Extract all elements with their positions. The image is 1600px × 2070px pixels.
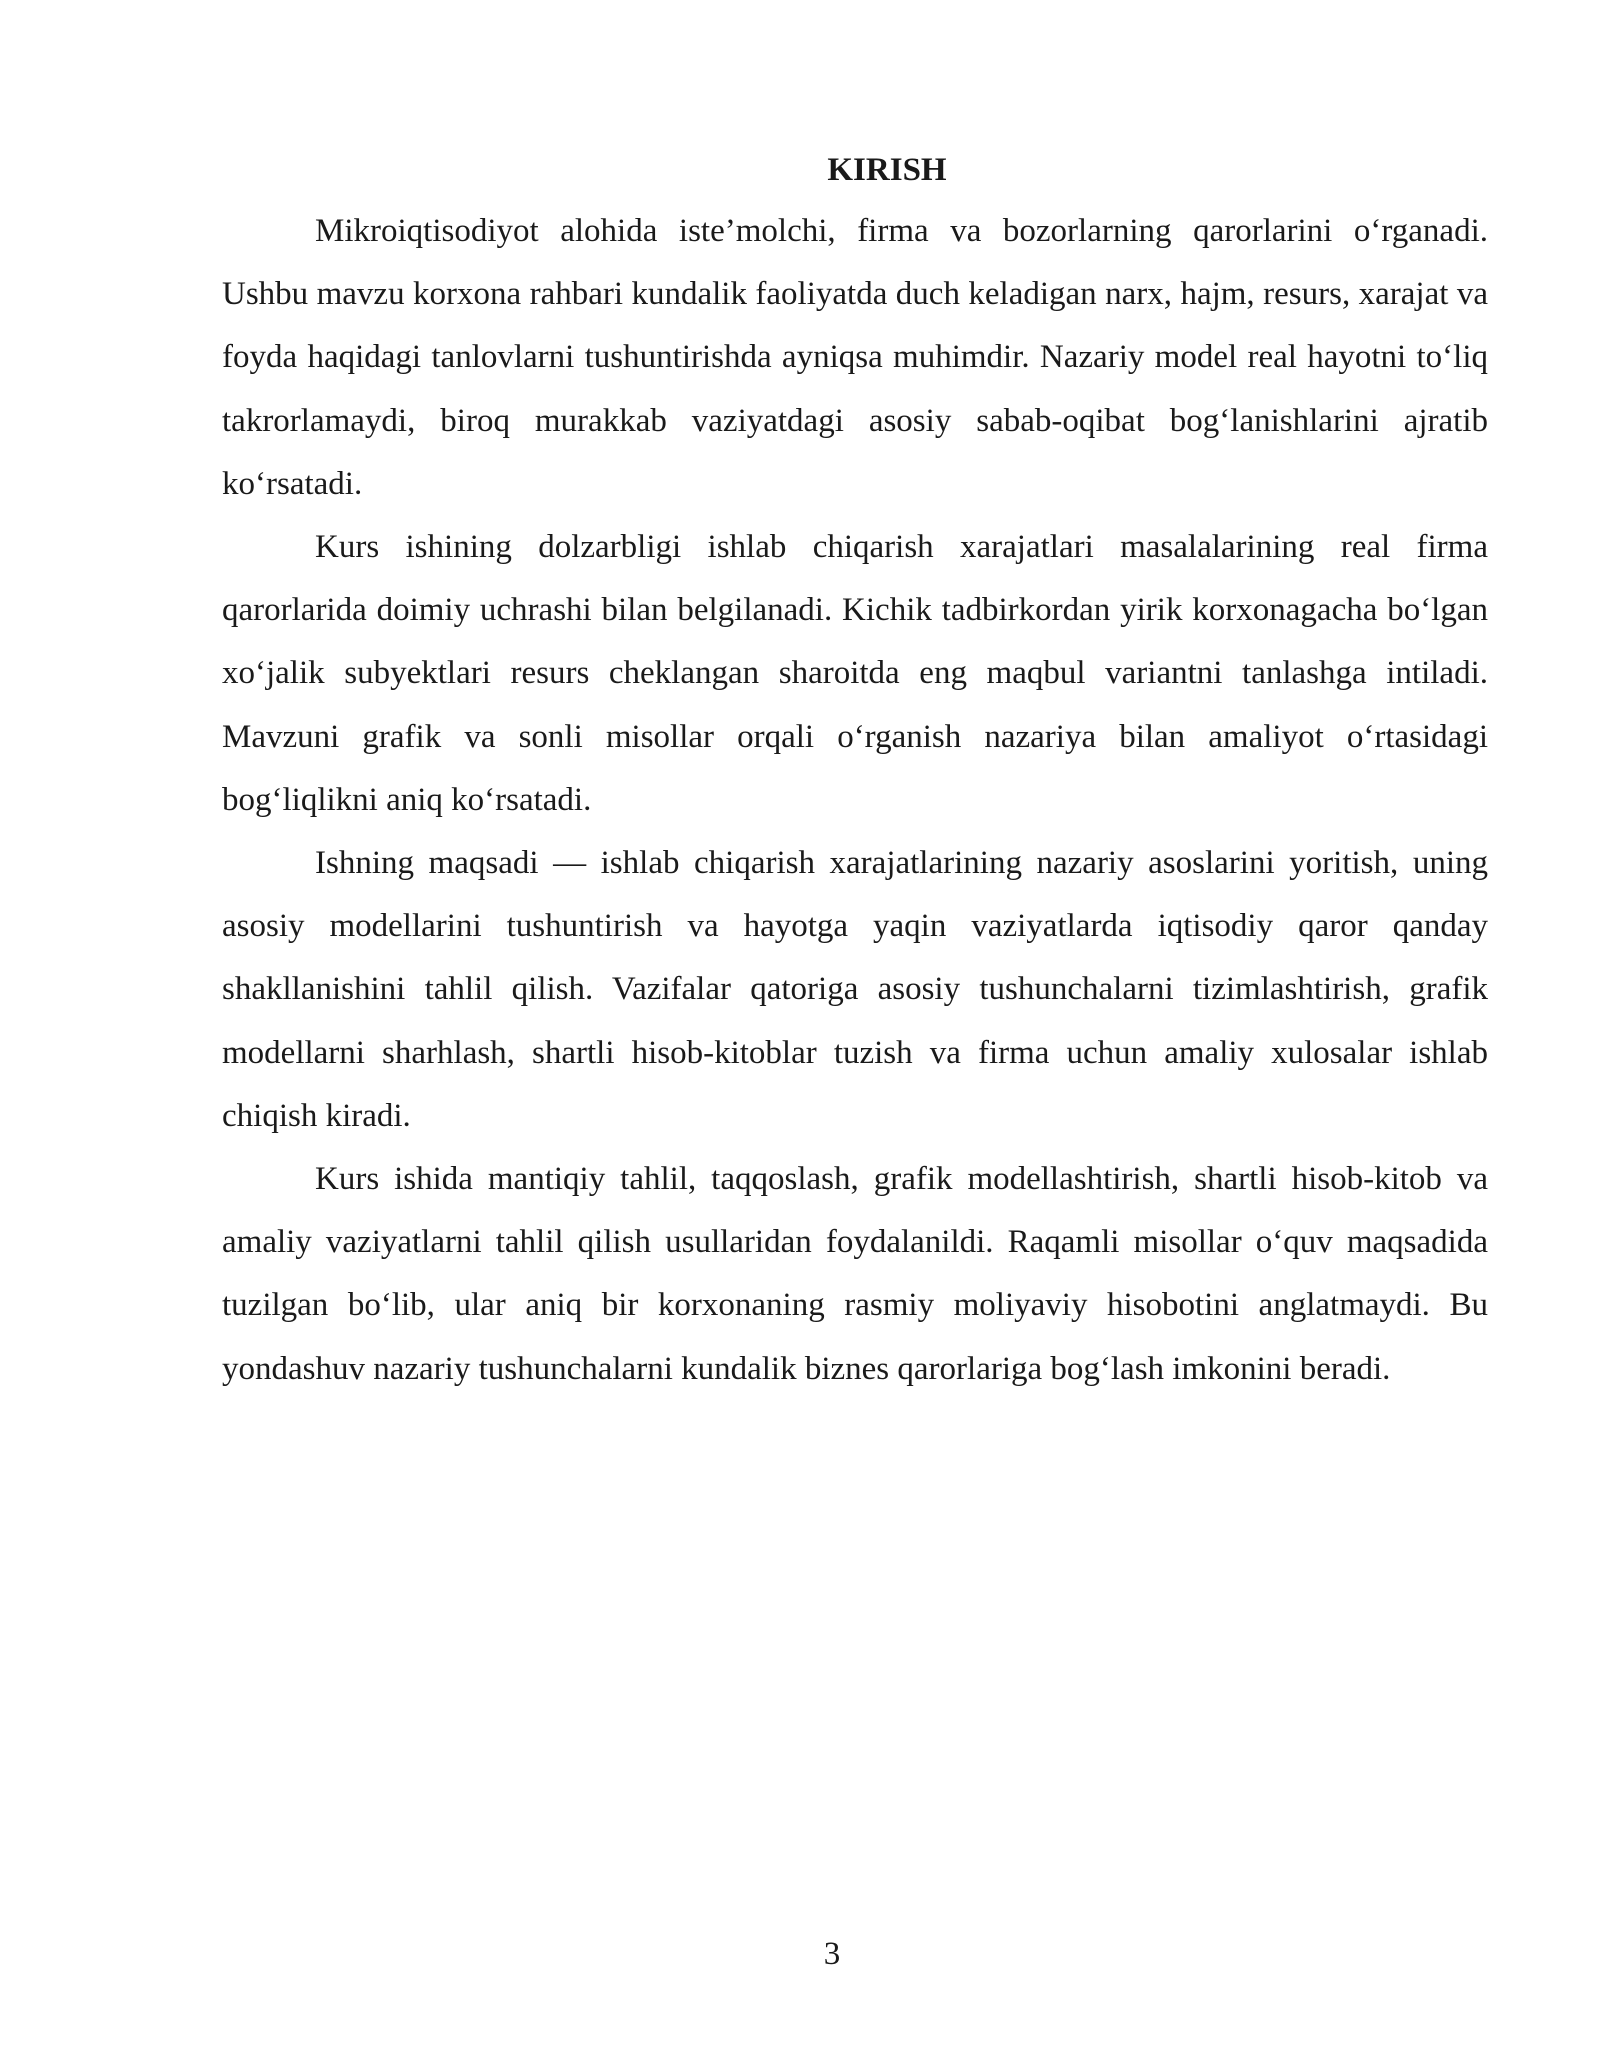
section-heading: KIRISH [827,152,947,188]
page-content [222,140,1488,1401]
paragraph-intro: Mikroiqtisodiyot alohida iste’molchi, firma va bozorlarning qarorlarini o‘rganadi. Ushbu mavzu korxona rahbari kundalik faoliyatda duch keladigan narx, hajm, resurs, xarajat va foyda haqidagi tanlovlarni tushuntirishda ayniqsa muhimdir. Nazariy model real hayotni to‘liq takrorlamaydi, biroq murakkab vaziyatdagi asosiy sabab-oqibat bog‘lanishlarini ajratib ko‘rsatadi. [222,213,1488,502]
paragraph-goal: Ishning maqsadi — ishlab chiqarish xarajatlarining nazariy asoslarini yoritish, uning asosiy modellarini tushuntirish va hayotga yaqin vaziyatlarda iqtisodiy qaror qanday shakllanishini tahlil qilish. Vazifalar qatoriga asosiy tushunchalarni tizimlashtirish, grafik modellarni sharhlash, shartli hisob-kitoblar tuzish va firma uchun amaliy xulosalar ishlab chiqish kiradi. [222,845,1488,1134]
paragraph-relevance: Kurs ishining dolzarbligi ishlab chiqarish xarajatlari masalalarining real firma qarorlarida doimiy uchrashi bilan belgilanadi. Kichik tadbirkordan yirik korxonagacha bo‘lgan xo‘jalik subyektlari resurs cheklangan sharoitda eng maqbul variantni tanlashga intiladi. Mavzuni grafik va sonli misollar orqali o‘rganish nazariya bilan amaliyot o‘rtasidagi bog‘liqlikni aniq ko‘rsatadi. [222,529,1488,818]
paragraph-methods: Kurs ishida mantiqiy tahlil, taqqoslash, grafik modellashtirish, shartli hisob-kitob va amaliy vaziyatlarni tahlil qilish usullaridan foydalanildi. Raqamli misollar o‘quv maqsadida tuzilgan bo‘lib, ular aniq bir korxonaning rasmiy moliyaviy hisobotini anglatmaydi. Bu yondashuv nazariy tushunchalarni kundalik biznes qarorlariga bog‘lash imkonini beradi. [222,1161,1488,1387]
page-number: 3 [823,1936,841,1972]
